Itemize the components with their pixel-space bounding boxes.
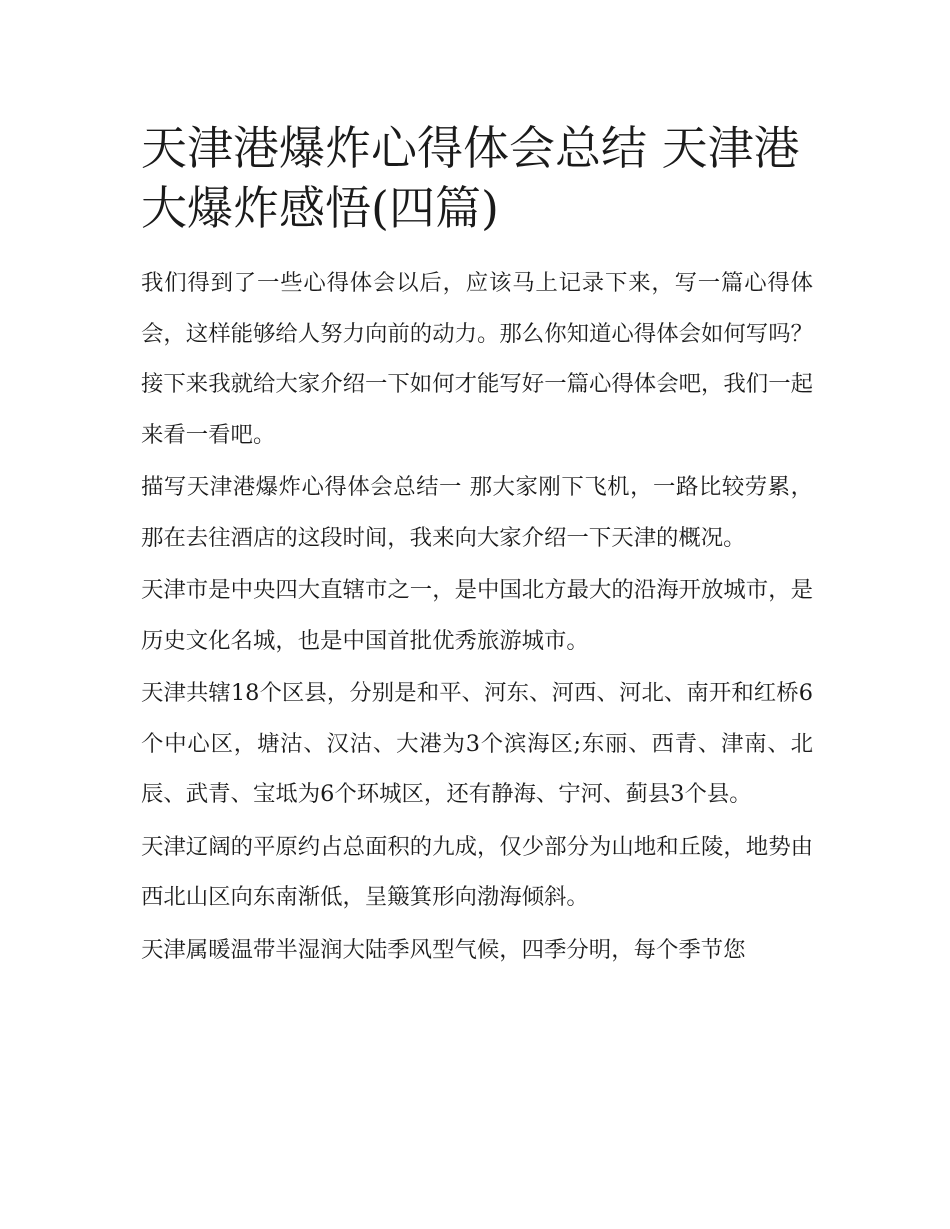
paragraph-climate: 天津属暖温带半湿润大陆季风型气候，四季分明，每个季节您 bbox=[141, 936, 746, 963]
paragraph-intro: 我们得到了一些心得体会以后，应该马上记录下来，写一篇心得体会，这样能够给人努力向前的动力。那么你知道心得体会如何写吗？接下来我就给大家介绍一下如何才能写好一篇心得体会吧，我们一起来看一看吧。 bbox=[141, 270, 813, 448]
document-title: 天津港爆炸心得体会总结 天津港大爆炸感悟(四篇) bbox=[141, 121, 800, 235]
paragraph-districts: 天津共辖18个区县，分别是和平、河东、河西、河北、南开和红桥6个中心区，塘沽、汉沽、大港为3个滨海区;东丽、西青、津南、北辰、武青、宝坻为6个环城区，还有静海、宁河、蓟县3个县。 bbox=[141, 680, 813, 807]
paragraph-overview: 描写天津港爆炸心得体会总结一 那大家刚下飞机，一路比较劳累，那在去往酒店的这段时间，我来向大家介绍一下天津的概况。 bbox=[141, 474, 813, 551]
document-body bbox=[141, 118, 813, 977]
paragraph-terrain: 天津辽阔的平原约占总面积的九成，仅少部分为山地和丘陵，地势由西北山区向东南渐低，呈簸箕形向渤海倾斜。 bbox=[141, 833, 813, 910]
paragraph-city-status: 天津市是中央四大直辖市之一，是中国北方最大的沿海开放城市，是历史文化名城，也是中国首批优秀旅游城市。 bbox=[141, 577, 813, 654]
